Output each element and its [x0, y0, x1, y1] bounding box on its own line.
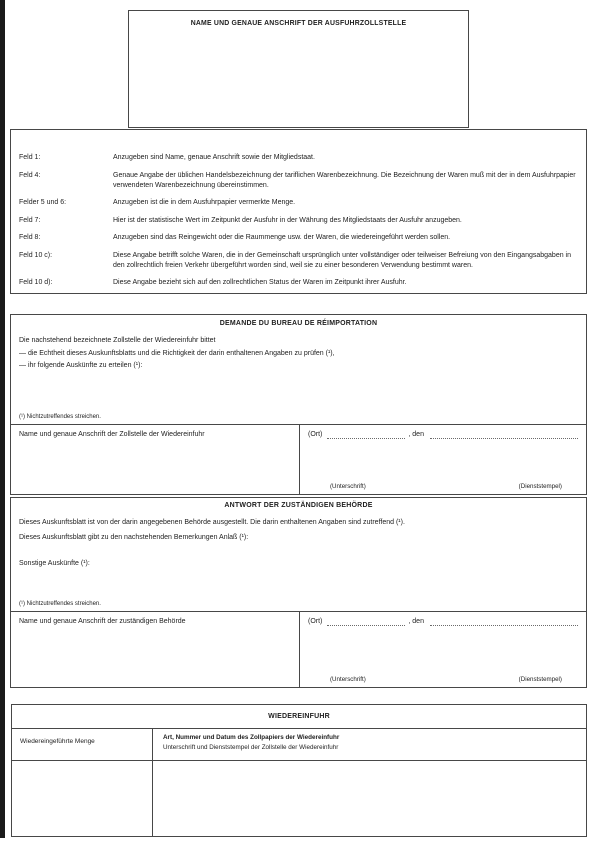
- antwort-line-3: Sonstige Auskünfte (¹):: [19, 560, 90, 567]
- date-label: , den: [408, 431, 424, 438]
- field-note-text: Diese Angabe betrifft solche Waren, die in der Gemeinschaft ursprünglich unter vollständiger oder teilweiser Befreiung von den Eingangsabgaben in den zollrechtlich freien Verkehr übergeführt worden sind, weil sie zu einer besonderen Verwendung bestimmt waren.: [113, 251, 571, 269]
- demande-address-row: [11, 424, 586, 494]
- field-note-row-3: [11, 198, 586, 208]
- field-note-text: Hier ist der statistische Wert im Zeitpunkt der Ausfuhr in der Währung des Mitgliedstaats der Ausfuhr anzugeben.: [113, 216, 462, 224]
- date-dotted-line: [430, 431, 578, 439]
- antwort-place-date-line: [308, 617, 579, 626]
- antwort-section: [10, 497, 587, 688]
- demande-section: [10, 314, 587, 495]
- antwort-title: ANTWORT DER ZUSTÄNDIGEN BEHÖRDE: [224, 502, 373, 509]
- field-note-text: Genaue Angabe der üblichen Handelsbezeichnung der tariflichen Warenbezeichnung. Die Bezeichnung der Waren muß mit der in dem Ausfuhrpapier verwendeten Warenbezeichnung übereinstimmen.: [113, 171, 576, 189]
- export-customs-office-title: NAME UND GENAUE ANSCHRIFT DER AUSFUHRZOLLSTELLE: [190, 20, 407, 27]
- field-note-label: Feld 8:: [19, 234, 41, 241]
- field-note-label: Feld 10 c):: [19, 251, 53, 259]
- date-dotted-line: [430, 618, 578, 626]
- antwort-place-date-cell: [300, 612, 586, 687]
- antwort-signature-line: [330, 676, 562, 683]
- field-note-text: Anzugeben sind Name, genaue Anschrift sowie der Mitgliedstaat.: [113, 154, 315, 161]
- place-dotted-line: [327, 431, 405, 439]
- wiedereinfuhr-header-row: [12, 729, 586, 761]
- antwort-footnote: (¹) Nichtzutreffendes streichen.: [19, 601, 101, 607]
- field-notes-box: [10, 129, 587, 294]
- place-dotted-line: [327, 618, 405, 626]
- competent-authority-address-field: Name und genaue Anschrift der zuständigen Behörde: [11, 612, 300, 687]
- field-note-text: Anzugeben ist die in dem Ausfuhrpapier vermerkte Menge.: [113, 199, 296, 206]
- export-customs-office-box: [128, 10, 469, 128]
- reimported-quantity-cell: [12, 761, 153, 836]
- field-note-row-4: [11, 216, 586, 226]
- place-label: (Ort): [308, 618, 323, 625]
- field-note-label: Feld 1:: [19, 154, 41, 161]
- field-note-label: Feld 10 d):: [19, 279, 53, 286]
- field-note-label: Felder 5 und 6:: [19, 199, 67, 206]
- signature-label: (Unterschrift): [330, 483, 366, 490]
- field-note-label: Feld 7:: [19, 216, 41, 224]
- demande-place-date-line: [308, 430, 579, 439]
- field-note-row-5: [11, 233, 586, 243]
- place-label: (Ort): [308, 431, 323, 438]
- wiedereinfuhr-title: WIEDEREINFUHR: [12, 705, 586, 729]
- field-note-text: Anzugeben sind das Reingewicht oder die Raummenge usw. der Waren, die wiedereingeführt werden sollen.: [113, 234, 451, 241]
- antwort-line-2: Dieses Auskunftsblatt gibt zu den nachstehenden Bemerkungen Anlaß (¹):: [19, 534, 249, 541]
- demande-signature-line: [330, 483, 562, 490]
- field-note-row-1: [11, 153, 586, 163]
- demande-bullet-1: — die Echtheit dieses Auskunftsblatts und die Richtigkeit der darin enthaltenen Angaben zu prüfen (¹),: [19, 349, 335, 357]
- wiedereinfuhr-body-row: [12, 761, 586, 836]
- scan-binding-edge: [0, 0, 5, 838]
- signature-label: (Unterschrift): [330, 676, 366, 683]
- antwort-line-1: Dieses Auskunftsblatt ist von der darin angegebenen Behörde ausgestellt. Die darin enthaltenen Angaben sind zutreffend (¹).: [19, 519, 405, 526]
- demande-bullet-2: — ihr folgende Auskünfte zu erteilen (¹):: [19, 362, 143, 369]
- demande-intro: Die nachstehend bezeichnete Zollstelle der Wiedereinfuhr bittet: [19, 337, 216, 344]
- demande-place-date-cell: [300, 425, 586, 494]
- customs-document-header: [153, 729, 586, 760]
- field-note-text: Diese Angabe bezieht sich auf den zollrechtlichen Status der Waren im Zeitpunkt ihrer Ausfuhr.: [113, 279, 407, 286]
- stamp-label: (Dienststempel): [518, 483, 562, 490]
- field-note-row-6: [11, 251, 586, 271]
- field-note-row-2: [11, 171, 586, 191]
- reimported-quantity-header: Wiedereingeführte Menge: [12, 729, 153, 760]
- demande-title: DEMANDE DU BUREAU DE RÉIMPORTATION: [219, 320, 378, 327]
- field-note-label: Feld 4:: [19, 171, 41, 179]
- reimport-office-address-field: Name und genaue Anschrift der Zollstelle der Wiedereinfuhr: [11, 425, 300, 494]
- demande-footnote: (¹) Nichtzutreffendes streichen.: [19, 414, 101, 420]
- wiedereinfuhr-section: [11, 704, 587, 837]
- customs-document-header-line-2: Unterschrift und Dienststempel der Zollstelle der Wiedereinfuhr: [163, 743, 339, 751]
- customs-document-cell: [153, 761, 586, 836]
- date-label: , den: [408, 618, 424, 625]
- stamp-label: (Dienststempel): [518, 676, 562, 683]
- antwort-address-row: [11, 611, 586, 687]
- customs-document-header-line-1: Art, Nummer und Datum des Zollpapiers der Wiedereinfuhr: [163, 734, 340, 741]
- field-note-row-7: [11, 278, 586, 288]
